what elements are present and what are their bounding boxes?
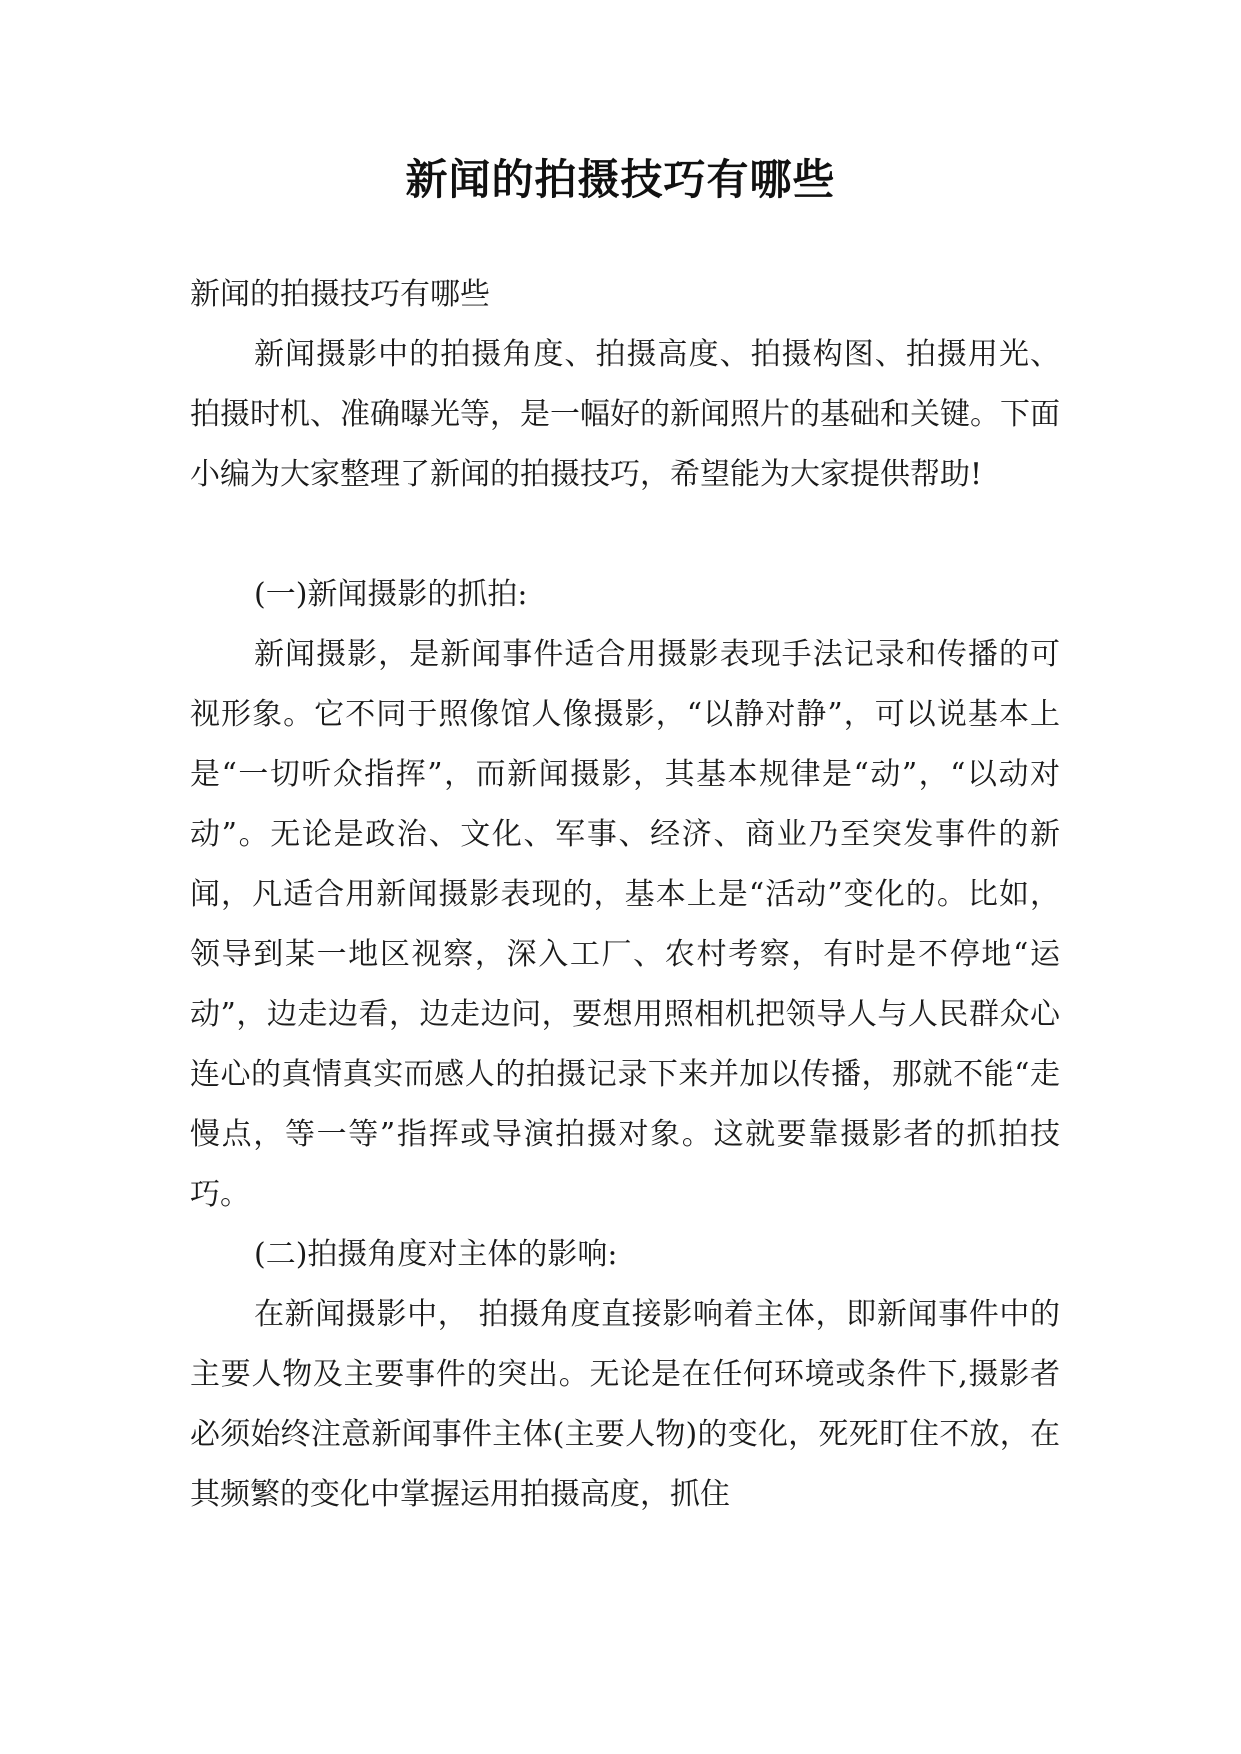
section-2-paragraph: 在新闻摄影中， 拍摄角度直接影响着主体，即新闻事件中的主要人物及主要事件的突出。无论是在任何环境或条件下,摄影者必须始终注意新闻事件主体(主要人物)的变化，死死盯住不放，在其频繁的变化中掌握运用拍摄高度，抓住 bbox=[190, 1297, 1060, 1512]
section-heading-1: (一)新闻摄影的抓拍: bbox=[254, 577, 528, 612]
paragraph-spacer bbox=[190, 505, 1060, 565]
document-body bbox=[190, 265, 1060, 1525]
section-heading-2: (二)拍摄角度对主体的影响: bbox=[254, 1237, 618, 1272]
document-title: 新闻的拍摄技巧有哪些 bbox=[405, 155, 836, 204]
section-1-paragraph: 新闻摄影，是新闻事件适合用摄影表现手法记录和传播的可视形象。它不同于照像馆人像摄影，“以静对静”，可以说基本上是“一切听众指挥”，而新闻摄影，其基本规律是“动”，“以动对动”。无论是政治、文化、军事、经济、商业乃至突发事件的新闻，凡适合用新闻摄影表现的，基本上是“活动”变化的。比如，领导到某一地区视察，深入工厂、农村考察，有时是不停地“运动”，边走边看，边走边问，要想用照相机把领导人与人民群众心连心的真情真实而感人的拍摄记录下来并加以传播，那就不能“走慢点，等一等”指挥或导演拍摄对象。这就要靠摄影者的抓拍技巧。 bbox=[190, 637, 1060, 1212]
subtitle-line: 新闻的拍摄技巧有哪些 bbox=[190, 277, 490, 312]
intro-paragraph: 新闻摄影中的拍摄角度、拍摄高度、拍摄构图、拍摄用光、拍摄时机、准确曝光等，是一幅好的新闻照片的基础和关键。下面小编为大家整理了新闻的拍摄技巧，希望能为大家提供帮助! bbox=[190, 337, 1060, 492]
